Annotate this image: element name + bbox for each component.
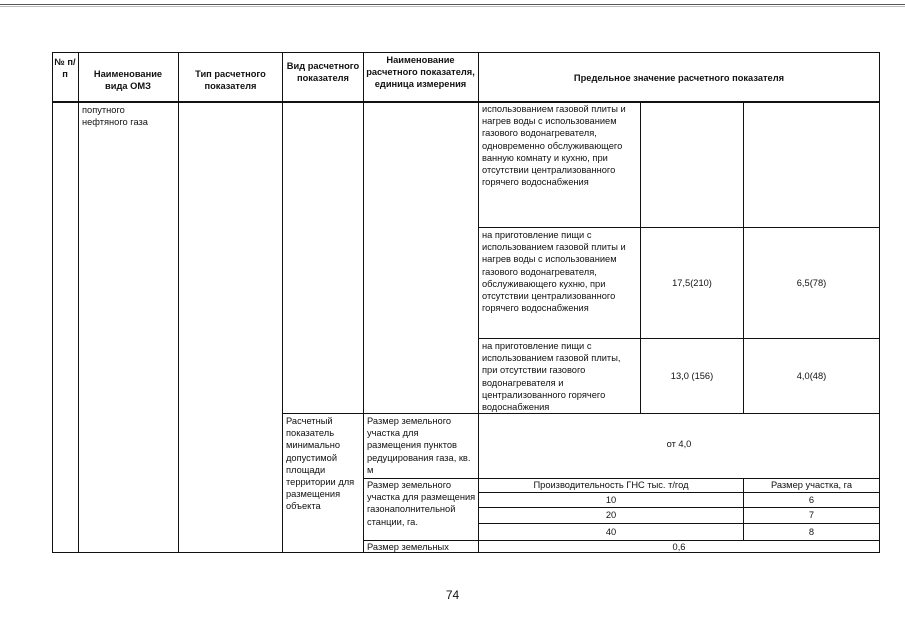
- gas-norm-description: на приготовление пищи с использованием газовой плиты, при отсутствии газового водонагревателя и централизованного горячего водоснабжения: [482, 341, 621, 413]
- gns-capacity-cell: 10: [605, 495, 617, 505]
- gas-norm-value-1: 17,5(210): [672, 278, 712, 288]
- gas-norm-value-1: 13,0 (156): [670, 371, 714, 381]
- gas-norm-value-2: 6,5(78): [796, 278, 827, 288]
- last-row-value: 0,6: [672, 542, 686, 552]
- gas-norm-description: использованием газовой плиты и нагрев воды с использованием газового водонагревателя, одновременно обслуживающего ванную комнату и кухню, при отсутствии централизованного горячего водоснабжения: [482, 104, 626, 188]
- header-indicator-kind: Вид расчетного показателя: [286, 61, 360, 84]
- gas-norm-description: на приготовление пищи с использованием газовой плиты и нагрев воды с использованием газового водонагревателя, обслуживающего кухню, при отсутствии централизованного горячего водоснабжения: [482, 230, 626, 314]
- header-omz-type: Наименование вида ОМЗ: [93, 69, 163, 92]
- gns-capacity-cell: 40: [605, 527, 617, 537]
- page-number: 74: [445, 588, 460, 602]
- header-limit-value: Предельное значение расчетного показателя: [573, 73, 785, 83]
- gas-norm-value-2: 4,0(48): [796, 371, 827, 381]
- land-grs-value: от 4,0: [666, 439, 692, 449]
- land-gns-name: Размер земельного участка для размещения газонаполнительной станции, га.: [367, 480, 476, 527]
- gns-size-header: Размер участка, га: [770, 480, 853, 490]
- gns-capacity-cell: 20: [605, 510, 617, 520]
- gns-size-cell: 6: [808, 495, 815, 505]
- land-grs-name: Размер земельного участка для размещения пунктов редуцирования газа, кв. м: [367, 416, 471, 475]
- omz-name-cell: попутного нефтяного газа: [82, 105, 148, 128]
- last-row-name: Размер земельных: [367, 542, 449, 552]
- header-indicator-type: Тип расчетного показателя: [195, 69, 266, 92]
- gns-capacity-header: Производительность ГНС тыс. т/год: [533, 480, 689, 490]
- indicator-kind-cell: Расчетный показатель минимально допустимой площади территории для размещения объекта: [286, 416, 355, 512]
- header-indicator-name: Наименование расчетного показателя, единица измерения: [366, 55, 475, 90]
- header-number: № п/п: [54, 57, 76, 80]
- gns-size-cell: 7: [808, 510, 815, 520]
- gns-size-cell: 8: [808, 527, 815, 537]
